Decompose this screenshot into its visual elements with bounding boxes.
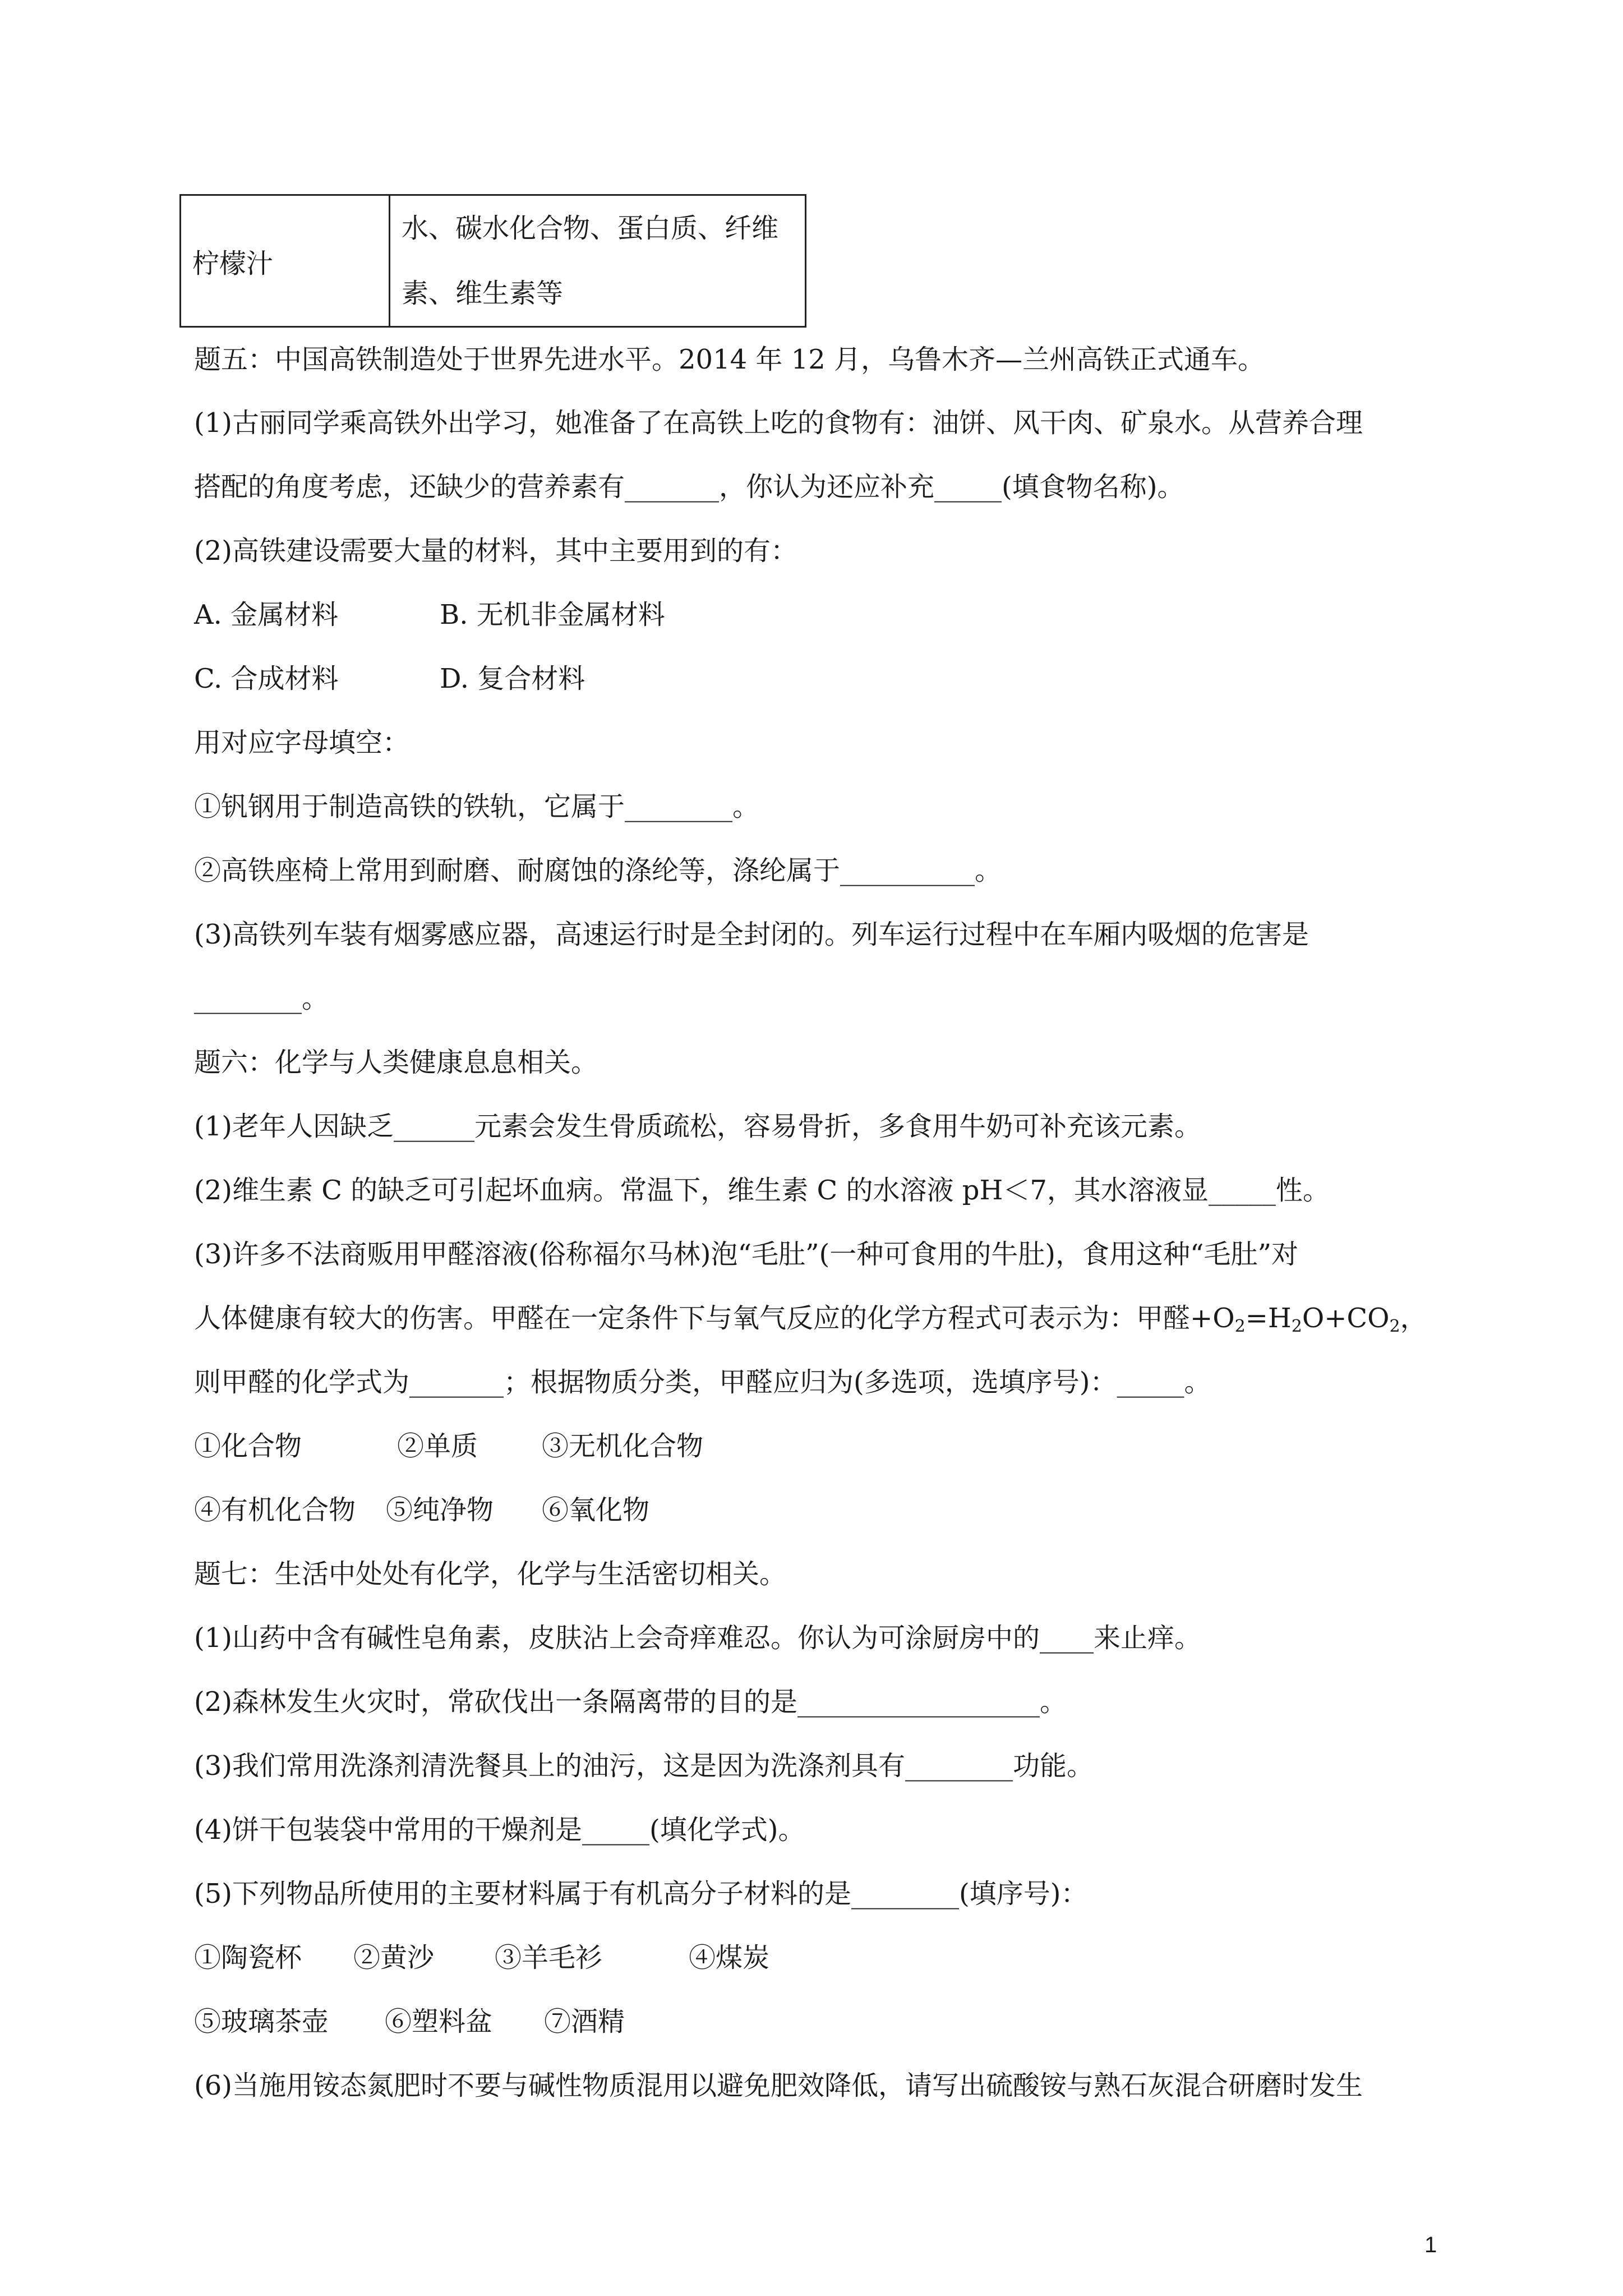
- q5-option-b: B. 无机非金属材料: [440, 599, 665, 631]
- q6-part3-line1: (3)许多不法商贩用甲醛溶液(俗称福尔马林)泡“毛肚”(一种可食用的牛肚)，食用这种“毛肚”对: [194, 1239, 1299, 1270]
- q5-subquestion-2: ②高铁座椅上常用到耐磨、耐腐蚀的涤纶等，涤纶属于__________。: [194, 855, 1002, 886]
- equation-text-a: 人体健康有较大的伤害。甲醛在一定条件下与氧气反应的化学方程式可表示为：甲醛+O: [194, 1303, 1235, 1334]
- q6-option-3: ③无机化合物: [542, 1430, 704, 1462]
- subscript: 2: [1291, 1317, 1302, 1336]
- q7-option-5: ⑤玻璃茶壶: [194, 2006, 329, 2037]
- q5-part3-line1: (3)高铁列车装有烟雾感应器，高速运行时是全封闭的。列车运行过程中在车厢内吸烟的危害是: [194, 919, 1309, 950]
- q7-part4: (4)饼干包装袋中常用的干燥剂是_____(填化学式)。: [194, 1814, 805, 1846]
- q6-option-1: ①化合物: [194, 1430, 302, 1462]
- q7-option-6: ⑥塑料盆: [385, 2006, 493, 2037]
- equation-text-c: O+CO: [1302, 1303, 1390, 1334]
- q7-option-1: ①陶瓷杯: [194, 1942, 302, 1973]
- q7-part2: (2)森林发生火灾时，常砍伐出一条隔离带的目的是__________________。: [194, 1686, 1067, 1718]
- q6-option-5: ⑤纯净物: [386, 1494, 494, 1526]
- q6-option-2: ②单质: [397, 1430, 478, 1462]
- table-row: [181, 195, 806, 327]
- q6-part2: (2)维生素 C 的缺乏可引起坏血病。常温下，维生素 C 的水溶液 pH＜7，其水溶液显_____性。: [194, 1175, 1330, 1206]
- question-7-title: 题七：生活中处处有化学，化学与生活密切相关。: [194, 1558, 787, 1590]
- question-5-title: 题五：中国高铁制造处于世界先进水平。2014 年 12 月，乌鲁木齐—兰州高铁正式通车。: [194, 344, 1265, 375]
- q5-part1-line1: (1)古丽同学乘高铁外出学习，她准备了在高铁上吃的食物有：油饼、风干肉、矿泉水。从营养合理: [194, 407, 1363, 439]
- equation-text-b: =H: [1245, 1303, 1292, 1334]
- q5-part1-line2: 搭配的角度考虑，还缺少的营养素有_______，你认为还应补充_____(填食物名称)。: [194, 471, 1184, 503]
- q7-part5: (5)下列物品所使用的主要材料属于有机高分子材料的是________(填序号)：: [194, 1878, 1088, 1910]
- table-cell-contents: 水、碳水化合物、蛋白质、纤维素、维生素等: [390, 195, 806, 327]
- subscript: 2: [1234, 1317, 1246, 1336]
- q5-subquestion-1: ①钒钢用于制造高铁的铁轨，它属于________。: [194, 791, 760, 822]
- q5-option-d: D. 复合材料: [440, 663, 585, 694]
- page-number: 1: [1424, 2233, 1437, 2257]
- q5-fill-hint: 用对应字母填空：: [194, 727, 410, 758]
- q5-part2: (2)高铁建设需要大量的材料，其中主要用到的有：: [194, 535, 797, 567]
- q6-part3-line2: 人体健康有较大的伤害。甲醛在一定条件下与氧气反应的化学方程式可表示为：甲醛$+O_2=H_2O+CO_2$，: [194, 1303, 1427, 1336]
- q6-option-6: ⑥氧化物: [542, 1494, 650, 1526]
- q5-option-c: C. 合成材料: [194, 663, 339, 694]
- q7-part1: (1)山药中含有碱性皂角素，皮肤沾上会奇痒难忍。你认为可涂厨房中的____来止痒。: [194, 1622, 1201, 1654]
- q6-part3-line3: 则甲醛的化学式为_______；根据物质分类，甲醛应归为(多选项，选填序号)：_____。: [194, 1366, 1211, 1398]
- q6-part1: (1)老年人因缺乏______元素会发生骨质疏松，容易骨折，多食用牛奶可补充该元素。: [194, 1111, 1201, 1142]
- nutrition-table: [179, 194, 806, 328]
- question-6-title: 题六：化学与人类健康息息相关。: [194, 1047, 598, 1078]
- q7-part6: (6)当施用铵态氮肥时不要与碱性物质混用以避免肥效降低，请写出硫酸铵与熟石灰混合研磨时发生: [194, 2070, 1363, 2101]
- q5-part3-line2: ________。: [194, 983, 329, 1014]
- subscript: 2: [1389, 1317, 1400, 1336]
- q7-option-7: ⑦酒精: [544, 2006, 625, 2037]
- q7-part3: (3)我们常用洗涤剂清洗餐具上的油污，这是因为洗涤剂具有________功能。: [194, 1750, 1094, 1782]
- q7-option-4: ④煤炭: [689, 1942, 770, 1973]
- q6-option-4: ④有机化合物: [194, 1494, 356, 1526]
- q5-option-a: A. 金属材料: [194, 599, 339, 631]
- table-cell-food: 柠檬汁: [181, 195, 390, 327]
- q7-option-2: ②黄沙: [353, 1942, 435, 1973]
- q7-option-3: ③羊毛衫: [495, 1942, 603, 1973]
